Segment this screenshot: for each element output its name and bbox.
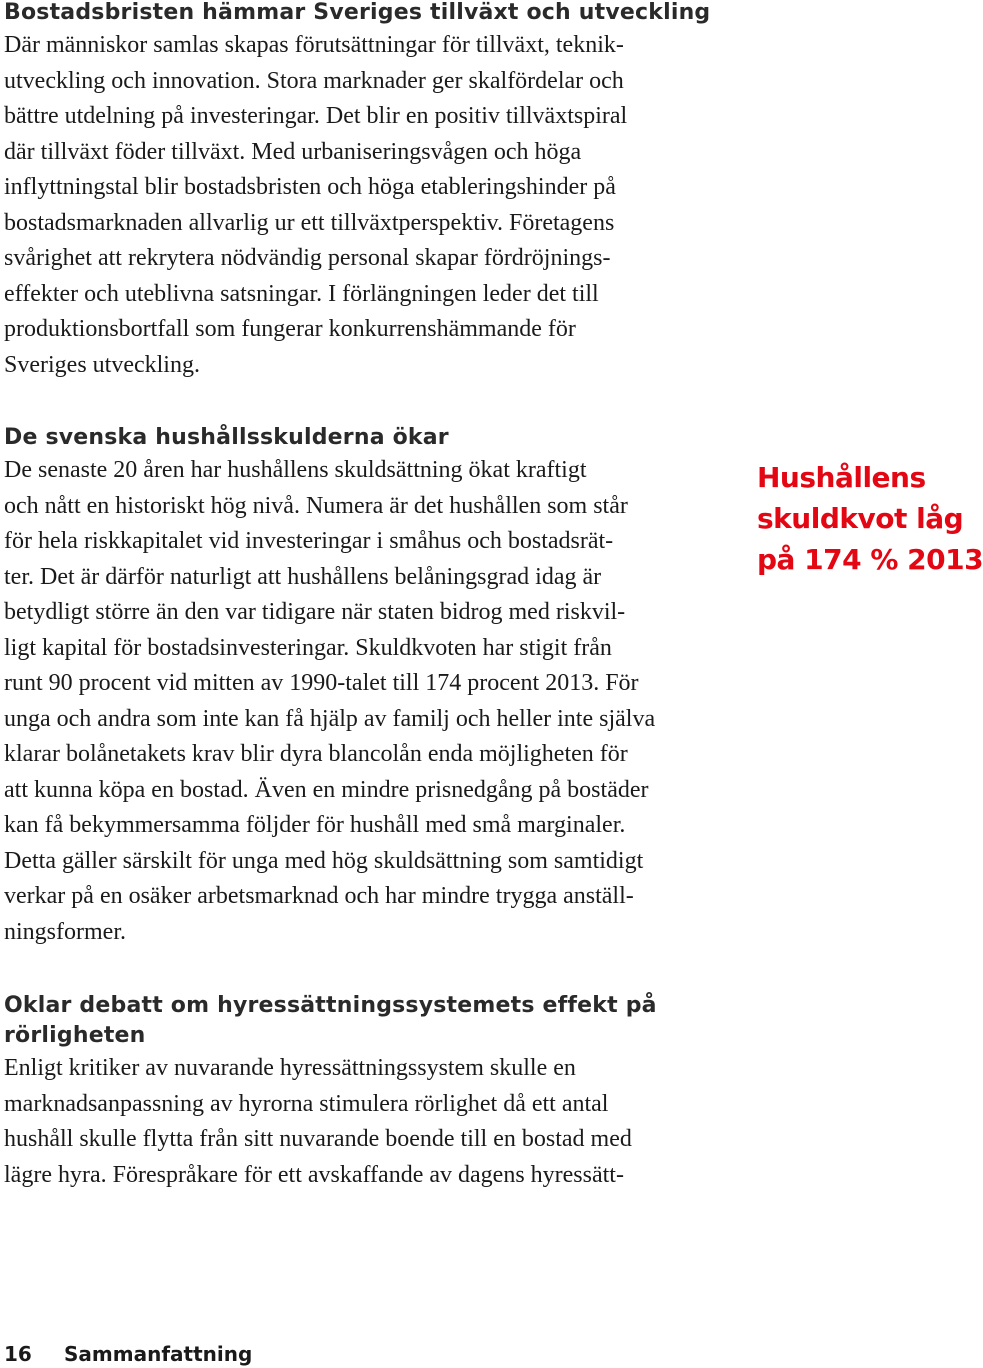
body-line: De senaste 20 åren har hushållens skuldsättning ökat kraftigt [4, 457, 587, 483]
pull-quote-line: på 174 % 2013 [757, 543, 983, 576]
body-line: klarar bolånetakets krav blir dyra blancolån enda möjligheten för [4, 741, 628, 767]
section-heading: Oklar debatt om hyressättningssystemets effekt på rörligheten [4, 993, 657, 1048]
body-line: unga och andra som inte kan få hjälp av familj och heller inte själva [4, 705, 656, 732]
body-line: ligt kapital för bostadsinvesteringar. Skuldkvoten har stigit från [4, 634, 612, 661]
body-line: lägre hyra. Förespråkare för ett avskaffande av dagens hyressätt- [4, 1161, 624, 1188]
body-line: runt 90 procent vid mitten av 1990-talet till 174 procent 2013. För [4, 670, 639, 696]
body-line: där tillväxt föder tillväxt. Med urbaniseringsvågen och höga [4, 138, 582, 165]
body-line: bostadsmarknaden allvarlig ur ett tillväxtperspektiv. Företagens [4, 209, 615, 236]
body-line: Detta gäller särskilt för unga med hög skuldsättning som samtidigt [4, 847, 644, 874]
body-line: produktionsbortfall som fungerar konkurrenshämmande för [4, 316, 576, 342]
pull-quote [757, 457, 983, 580]
page-number: 16 [4, 1342, 32, 1366]
section-household-debt [4, 423, 724, 950]
pull-quote-line: Hushållens [757, 461, 926, 494]
section-body [4, 1051, 724, 1193]
body-line: ter. Det är därför naturligt att hushållens belåningsgrad idag är [4, 563, 602, 590]
body-line: inflyttningstal blir bostadsbristen och höga etableringshinder på [4, 174, 616, 200]
body-line: hushåll skulle flytta från sitt nuvarande boende till en bostad med [4, 1126, 632, 1152]
section-heading: Bostadsbristen hämmar Sveriges tillväxt och utveckling [4, 0, 711, 25]
footer-section-title: Sammanfattning [64, 1342, 253, 1366]
body-line: och nått en historiskt hög nivå. Numera är det hushållen som står [4, 492, 628, 519]
body-line: betydligt större än den var tidigare när staten bidrog med riskvil- [4, 599, 626, 625]
page-footer [4, 1340, 252, 1368]
body-line: bättre utdelning på investeringar. Det blir en positiv tillväxtspiral [4, 103, 628, 129]
body-line: ningsformer. [4, 918, 126, 945]
body-line: Enligt kritiker av nuvarande hyressättningssystem skulle en [4, 1055, 576, 1081]
body-line: att kunna köpa en bostad. Även en mindre prisnedgång på bostäder [4, 776, 649, 803]
pull-quote-line: skuldkvot låg [757, 502, 964, 535]
body-line: kan få bekymmersamma följder för hushåll med små marginaler. [4, 812, 626, 838]
section-body [4, 28, 724, 383]
body-line: utveckling och innovation. Stora marknader ger skalfördelar och [4, 67, 624, 94]
body-line: marknadsanpassning av hyrorna stimulera rörlighet då ett antal [4, 1090, 609, 1117]
section-housing-shortage [4, 0, 724, 383]
body-line: verkar på en osäker arbetsmarknad och har mindre trygga anställ- [4, 883, 634, 909]
body-line: för hela riskkapitalet vid investeringar i småhus och bostadsrät- [4, 528, 614, 554]
section-heading: De svenska hushållsskulderna ökar [4, 425, 449, 450]
body-line: Där människor samlas skapas förutsättningar för tillväxt, teknik- [4, 32, 624, 58]
body-line: effekter och uteblivna satsningar. I förlängningen leder det till [4, 280, 599, 307]
body-line: svårighet att rekrytera nödvändig personal skapar fördröjnings- [4, 245, 611, 271]
section-rent-debate [4, 991, 724, 1193]
section-body [4, 453, 724, 950]
body-line: Sveriges utveckling. [4, 351, 200, 378]
